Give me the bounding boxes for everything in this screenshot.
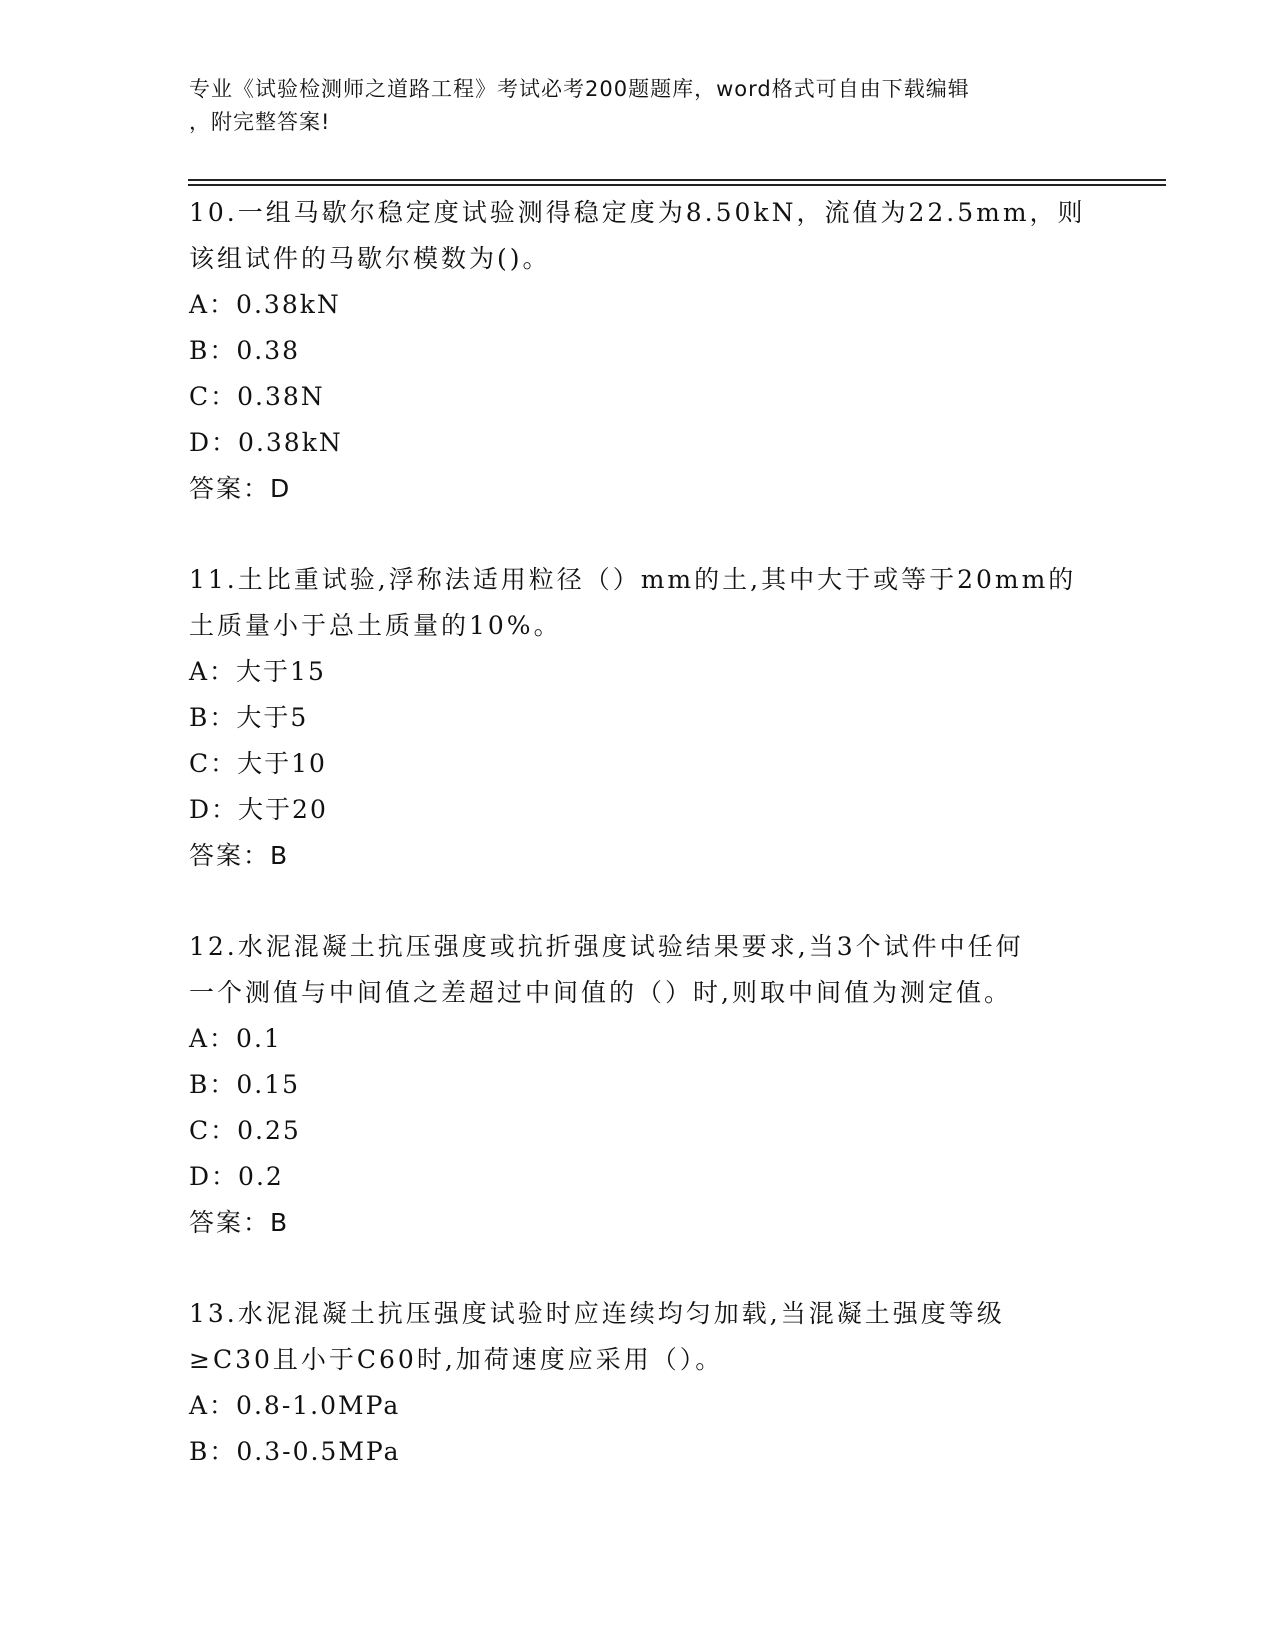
option-b: B：0.38 — [189, 336, 301, 365]
question-12 — [189, 924, 1089, 1246]
option-b: B：大于5 — [189, 703, 309, 732]
question-stem-continued: 土质量小于总土质量的10%。 — [189, 611, 562, 640]
option-d: D：大于20 — [189, 795, 328, 824]
option-b: B：0.3-0.5MPa — [189, 1437, 401, 1466]
question-stem-continued: 该组试件的马歇尔模数为()。 — [189, 244, 551, 273]
answer: 答案：D — [189, 474, 292, 503]
document-title-continued: ，附完整答案! — [189, 110, 331, 134]
question-stem: 12.水泥混凝土抗压强度或抗折强度试验结果要求,当3个试件中任何 — [189, 932, 1024, 961]
question-stem: 11.土比重试验,浮称法适用粒径（）mm的土,其中大于或等于20mm的 — [189, 565, 1077, 594]
question-11 — [189, 557, 1089, 879]
question-stem: 10.一组马歇尔稳定度试验测得稳定度为8.50kN，流值为22.5mm，则 — [189, 198, 1086, 227]
header-divider-bottom — [188, 184, 1166, 186]
option-b: B：0.15 — [189, 1070, 301, 1099]
question-10 — [189, 190, 1089, 512]
question-stem-continued: 一个测值与中间值之差超过中间值的（）时,则取中间值为测定值。 — [189, 978, 1012, 1007]
option-a: A：0.38kN — [189, 290, 341, 319]
option-c: C：0.38N — [189, 382, 325, 411]
question-stem: 13.水泥混凝土抗压强度试验时应连续均匀加载,当混凝土强度等级 — [189, 1299, 1005, 1328]
answer: 答案：B — [189, 1208, 290, 1237]
option-c: C：0.25 — [189, 1116, 301, 1145]
question-stem-continued: ≥C30且小于C60时,加荷速度应采用（）。 — [189, 1345, 724, 1374]
option-d: D：0.2 — [189, 1162, 284, 1191]
question-13 — [189, 1291, 1089, 1475]
answer: 答案：B — [189, 841, 290, 870]
document-title: 专业《试验检测师之道路工程》考试必考200题题库，word格式可自由下载编辑 — [189, 77, 970, 101]
option-a: A：大于15 — [189, 657, 326, 686]
option-a: A：0.1 — [189, 1024, 282, 1053]
option-a: A：0.8-1.0MPa — [189, 1391, 401, 1420]
option-d: D：0.38kN — [189, 428, 343, 457]
header-divider-top — [188, 179, 1166, 181]
option-c: C：大于10 — [189, 749, 327, 778]
